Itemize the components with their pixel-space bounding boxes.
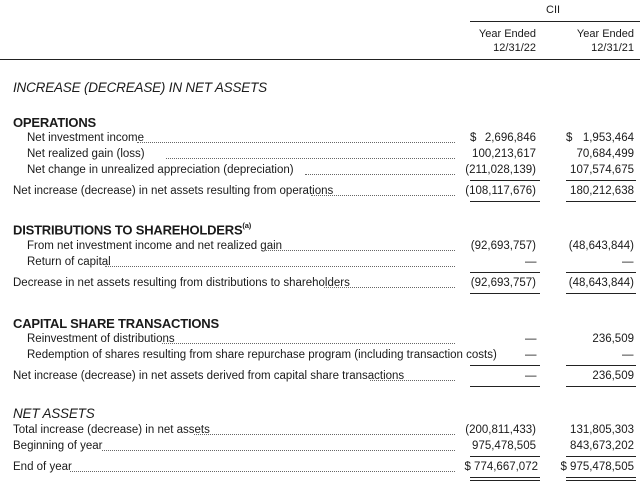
- header-rule-bottom: [0, 59, 640, 60]
- na-row-v2-1: 843,673,202: [570, 440, 634, 452]
- subtotal-rule: [566, 180, 636, 181]
- dist-total-label: Decrease in net assets resulting from distributions to shareholders: [13, 277, 350, 289]
- subtotal-rule: [470, 365, 540, 366]
- subtotal-rule: [470, 456, 540, 457]
- total-rule: [470, 293, 540, 294]
- op-row-v2-1: 70,684,499: [576, 148, 634, 160]
- na-row-label-0: Total increase (decrease) in net assets: [13, 424, 210, 436]
- subtotal-rule: [566, 272, 636, 273]
- na-row-v1-0: (200,811,433): [465, 424, 536, 436]
- op-row-v1-1: 100,213,617: [472, 148, 536, 160]
- leader-dots: [194, 434, 455, 435]
- op-row-v2-2: 107,574,675: [570, 164, 634, 176]
- col2-header: Year Ended 12/31/21: [576, 28, 634, 54]
- dollar-sign: $: [566, 132, 573, 144]
- grand-total-double-rule: [566, 477, 636, 481]
- cap-total-label: Net increase (decrease) in net assets derived from capital share transactions: [13, 370, 405, 382]
- op-row-label-1: Net realized gain (loss): [27, 148, 145, 160]
- net-assets-heading: NET ASSETS: [13, 406, 95, 421]
- statement-title: INCREASE (DECREASE) IN NET ASSETS: [13, 80, 267, 95]
- op-total-v1: (108,117,676): [465, 185, 536, 197]
- cap-row-v1-0: —: [525, 333, 537, 345]
- fund-label: CII: [546, 4, 561, 16]
- dist-row-label-1: Return of capital: [27, 256, 111, 268]
- na-row-v1-2: $ 774,667,072: [464, 461, 538, 473]
- operations-heading: OPERATIONS: [13, 115, 96, 130]
- subtotal-rule: [470, 272, 540, 273]
- op-total-v2: 180,212,638: [570, 185, 634, 197]
- op-row-v1-0: 2,696,846: [484, 132, 536, 144]
- leader-dots: [370, 380, 455, 381]
- leader-dots: [262, 250, 455, 251]
- cap-row-label-1: Redemption of shares resulting from share repurchase program (including transaction costs): [27, 349, 497, 361]
- na-row-label-2: End of year: [13, 461, 72, 473]
- total-rule: [566, 201, 636, 202]
- dist-row-v2-0: (48,643,844): [568, 240, 634, 252]
- op-row-label-2: Net change in unrealized appreciation (depreciation): [27, 164, 294, 176]
- op-row-label-0: Net investment income: [27, 132, 144, 144]
- dist-row-v1-0: (92,693,757): [470, 240, 536, 252]
- capital-heading: CAPITAL SHARE TRANSACTIONS: [13, 316, 219, 331]
- cap-row-v1-1: —: [525, 349, 537, 361]
- total-rule: [566, 386, 636, 387]
- col1-header: Year Ended 12/31/22: [478, 28, 536, 54]
- cap-total-v2: 236,509: [592, 370, 634, 382]
- total-rule: [566, 293, 636, 294]
- na-row-v2-0: 131,805,303: [570, 424, 634, 436]
- subtotal-rule: [566, 365, 636, 366]
- total-rule: [470, 386, 540, 387]
- grand-total-double-rule: [470, 477, 540, 481]
- distributions-heading: DISTRIBUTIONS TO SHAREHOLDERS$^{(a)}$: [13, 221, 251, 238]
- cap-total-v1: —: [525, 370, 537, 382]
- dollar-sign: $: [470, 132, 477, 144]
- op-row-v1-2: (211,028,139): [465, 164, 536, 176]
- header-rule-top: [470, 21, 640, 22]
- leader-dots: [305, 174, 455, 175]
- na-row-v1-1: 975,478,505: [472, 440, 536, 452]
- subtotal-rule: [566, 456, 636, 457]
- dist-row-v1-1: —: [525, 256, 537, 268]
- dist-total-v2: (48,643,844): [568, 277, 634, 289]
- na-row-v2-2: $ 975,478,505: [560, 461, 634, 473]
- dist-row-label-0: From net investment income and net realized gain: [27, 240, 283, 252]
- na-row-label-1: Beginning of year: [13, 440, 103, 452]
- dist-row-v2-1: —: [622, 256, 634, 268]
- cap-row-v2-0: 236,509: [592, 333, 634, 345]
- footnote-marker: (a): [242, 221, 251, 230]
- leader-dots: [102, 450, 455, 451]
- dist-total-v1: (92,693,757): [470, 277, 536, 289]
- op-total-label: Net increase (decrease) in net assets resulting from operations: [13, 185, 334, 197]
- leader-dots: [105, 266, 455, 267]
- leader-dots: [137, 142, 455, 143]
- leader-dots: [324, 287, 455, 288]
- leader-dots: [311, 195, 455, 196]
- leader-dots: [70, 471, 455, 472]
- total-rule: [470, 201, 540, 202]
- leader-dots: [162, 343, 455, 344]
- subtotal-rule: [470, 180, 540, 181]
- leader-dots: [166, 158, 455, 159]
- op-row-v2-0: 1,953,464: [582, 132, 634, 144]
- cap-row-label-0: Reinvestment of distributions: [27, 333, 175, 345]
- cap-row-v2-1: —: [622, 349, 634, 361]
